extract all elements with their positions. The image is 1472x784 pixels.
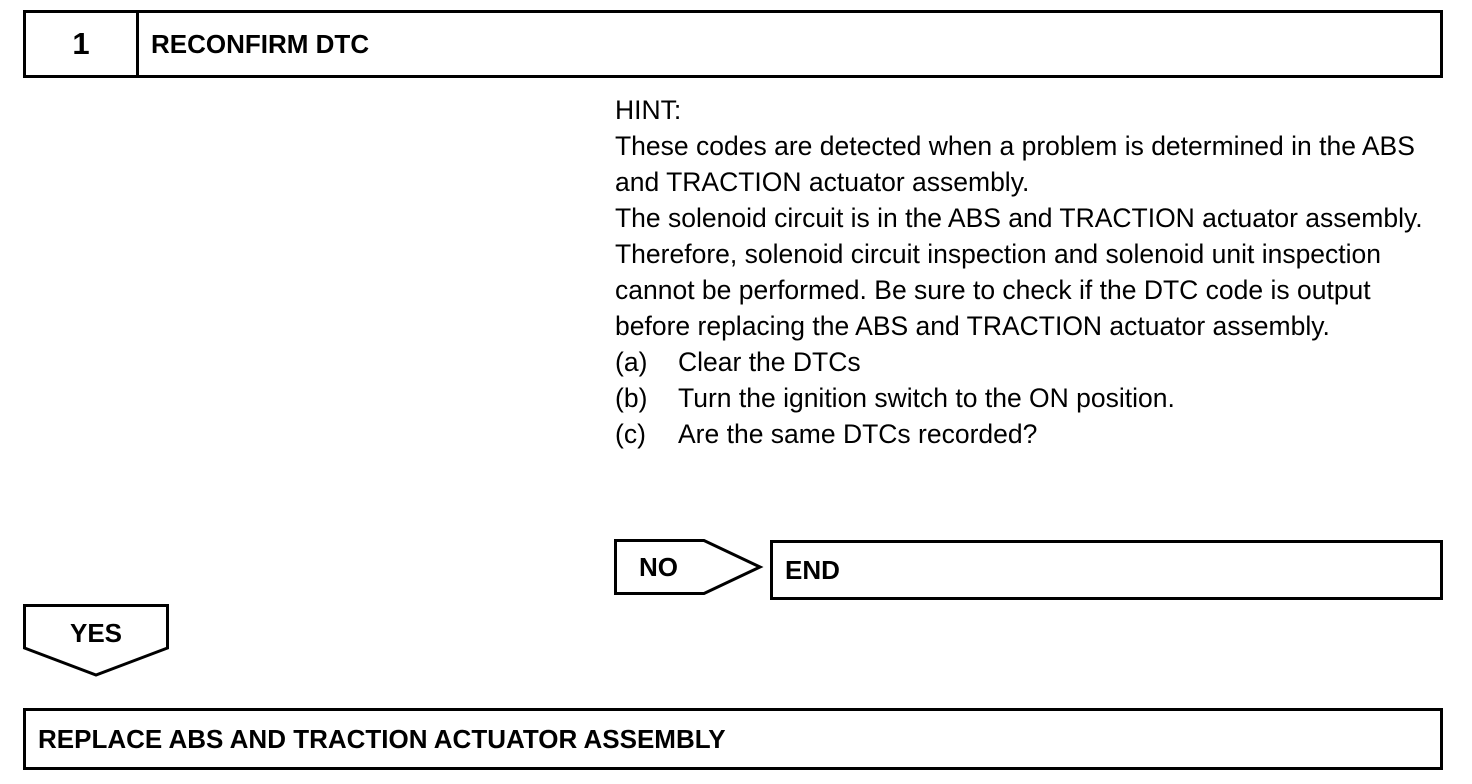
hint-paragraph-2: The solenoid circuit is in the ABS and TRACTION actuator assembly. <box>615 203 1423 233</box>
step-title: RECONFIRM DTC <box>151 28 370 59</box>
yes-label: YES <box>69 618 123 648</box>
procedure-step-text: Are the same DTCs recorded? <box>678 419 1038 449</box>
yes-branch-arrow <box>23 604 169 678</box>
replace-box: REPLACE ABS AND TRACTION ACTUATOR ASSEMBLY <box>23 708 1443 770</box>
procedure-step-label: (a) <box>615 347 648 377</box>
procedure-step-text: Clear the DTCs <box>678 347 861 377</box>
no-branch-arrow <box>614 539 764 595</box>
procedure-step-a <box>615 344 1450 380</box>
right-arrow-icon <box>614 539 764 595</box>
hint-section <box>615 92 1450 452</box>
hint-paragraph-1: These codes are detected when a problem is determined in the ABS and TRACTION actuator assembly. <box>615 131 1415 197</box>
hint-heading: HINT: <box>615 95 682 125</box>
procedure-step-c <box>615 416 1450 452</box>
no-label: NO <box>639 552 678 582</box>
procedure-step-label: (b) <box>615 383 648 413</box>
step-number: 1 <box>26 13 139 75</box>
procedure-step-text: Turn the ignition switch to the ON position. <box>678 383 1175 413</box>
step-header <box>23 10 1443 78</box>
procedure-step-label: (c) <box>615 419 646 449</box>
hint-paragraph-3: Therefore, solenoid circuit inspection and solenoid unit inspection cannot be performed. Be sure to check if the DTC code is output before replacing the ABS and TRACTION actuator assembly. <box>615 239 1382 341</box>
procedure-step-b <box>615 380 1450 416</box>
end-box: END <box>770 540 1443 600</box>
